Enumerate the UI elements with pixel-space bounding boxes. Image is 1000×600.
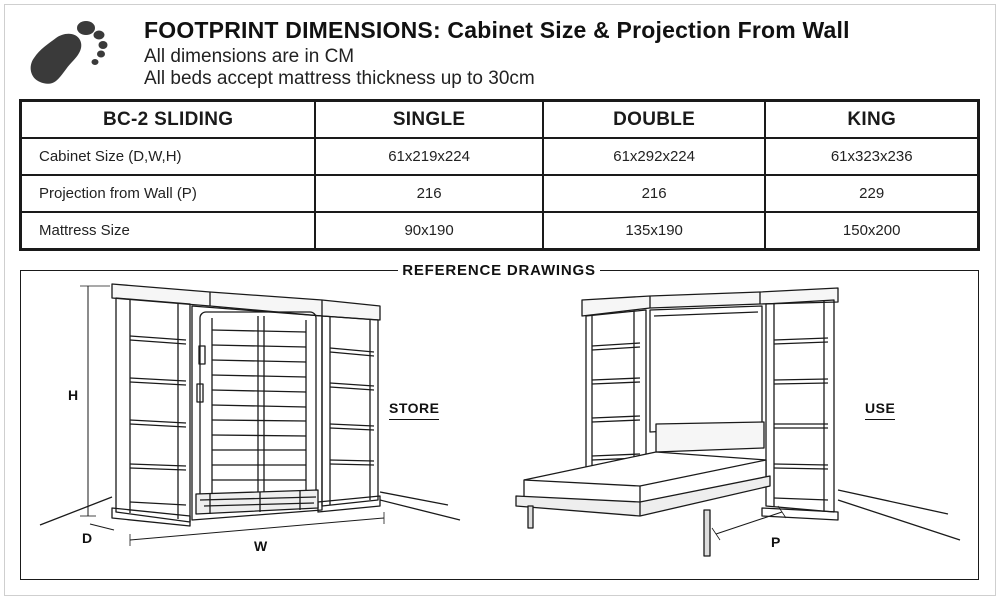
footprint-icon	[26, 18, 108, 90]
table-header-row	[21, 101, 978, 138]
header-model: BC-2 SLIDING	[21, 101, 315, 138]
page-title: FOOTPRINT DIMENSIONS: Cabinet Size & Projection From Wall	[144, 17, 850, 43]
cell-king: 229	[765, 175, 978, 212]
cell-single: 216	[315, 175, 543, 212]
reference-drawings-box	[20, 270, 979, 580]
row-label: Cabinet Size (D,W,H)	[21, 138, 315, 175]
header	[26, 14, 976, 94]
header-single: SINGLE	[315, 101, 543, 138]
cell-king: 61x323x236	[765, 138, 978, 175]
table-row	[21, 175, 978, 212]
store-label: STORE	[389, 400, 439, 420]
header-double: DOUBLE	[543, 101, 766, 138]
cell-single: 90x190	[315, 212, 543, 249]
cell-king: 150x200	[765, 212, 978, 249]
header-titles	[144, 14, 850, 90]
dimensions-table	[20, 100, 979, 250]
mattress-note: All beds accept mattress thickness up to 30cm	[144, 68, 535, 89]
dimension-d-label: D	[82, 530, 93, 546]
reference-title: REFERENCE DRAWINGS	[402, 262, 596, 279]
dimension-p-label: P	[771, 534, 781, 550]
reference-rule-left	[20, 270, 398, 271]
reference-rule-right	[600, 270, 979, 271]
cell-single: 61x219x224	[315, 138, 543, 175]
cell-double: 61x292x224	[543, 138, 766, 175]
table-row	[21, 138, 978, 175]
units-note: All dimensions are in CM	[144, 46, 355, 67]
dimension-w-label: W	[254, 538, 268, 554]
table-row	[21, 212, 978, 249]
cell-double: 216	[543, 175, 766, 212]
row-label: Mattress Size	[21, 212, 315, 249]
dimension-h-label: H	[68, 387, 79, 403]
use-label: USE	[865, 400, 895, 420]
header-king: KING	[765, 101, 978, 138]
cell-double: 135x190	[543, 212, 766, 249]
row-label: Projection from Wall (P)	[21, 175, 315, 212]
